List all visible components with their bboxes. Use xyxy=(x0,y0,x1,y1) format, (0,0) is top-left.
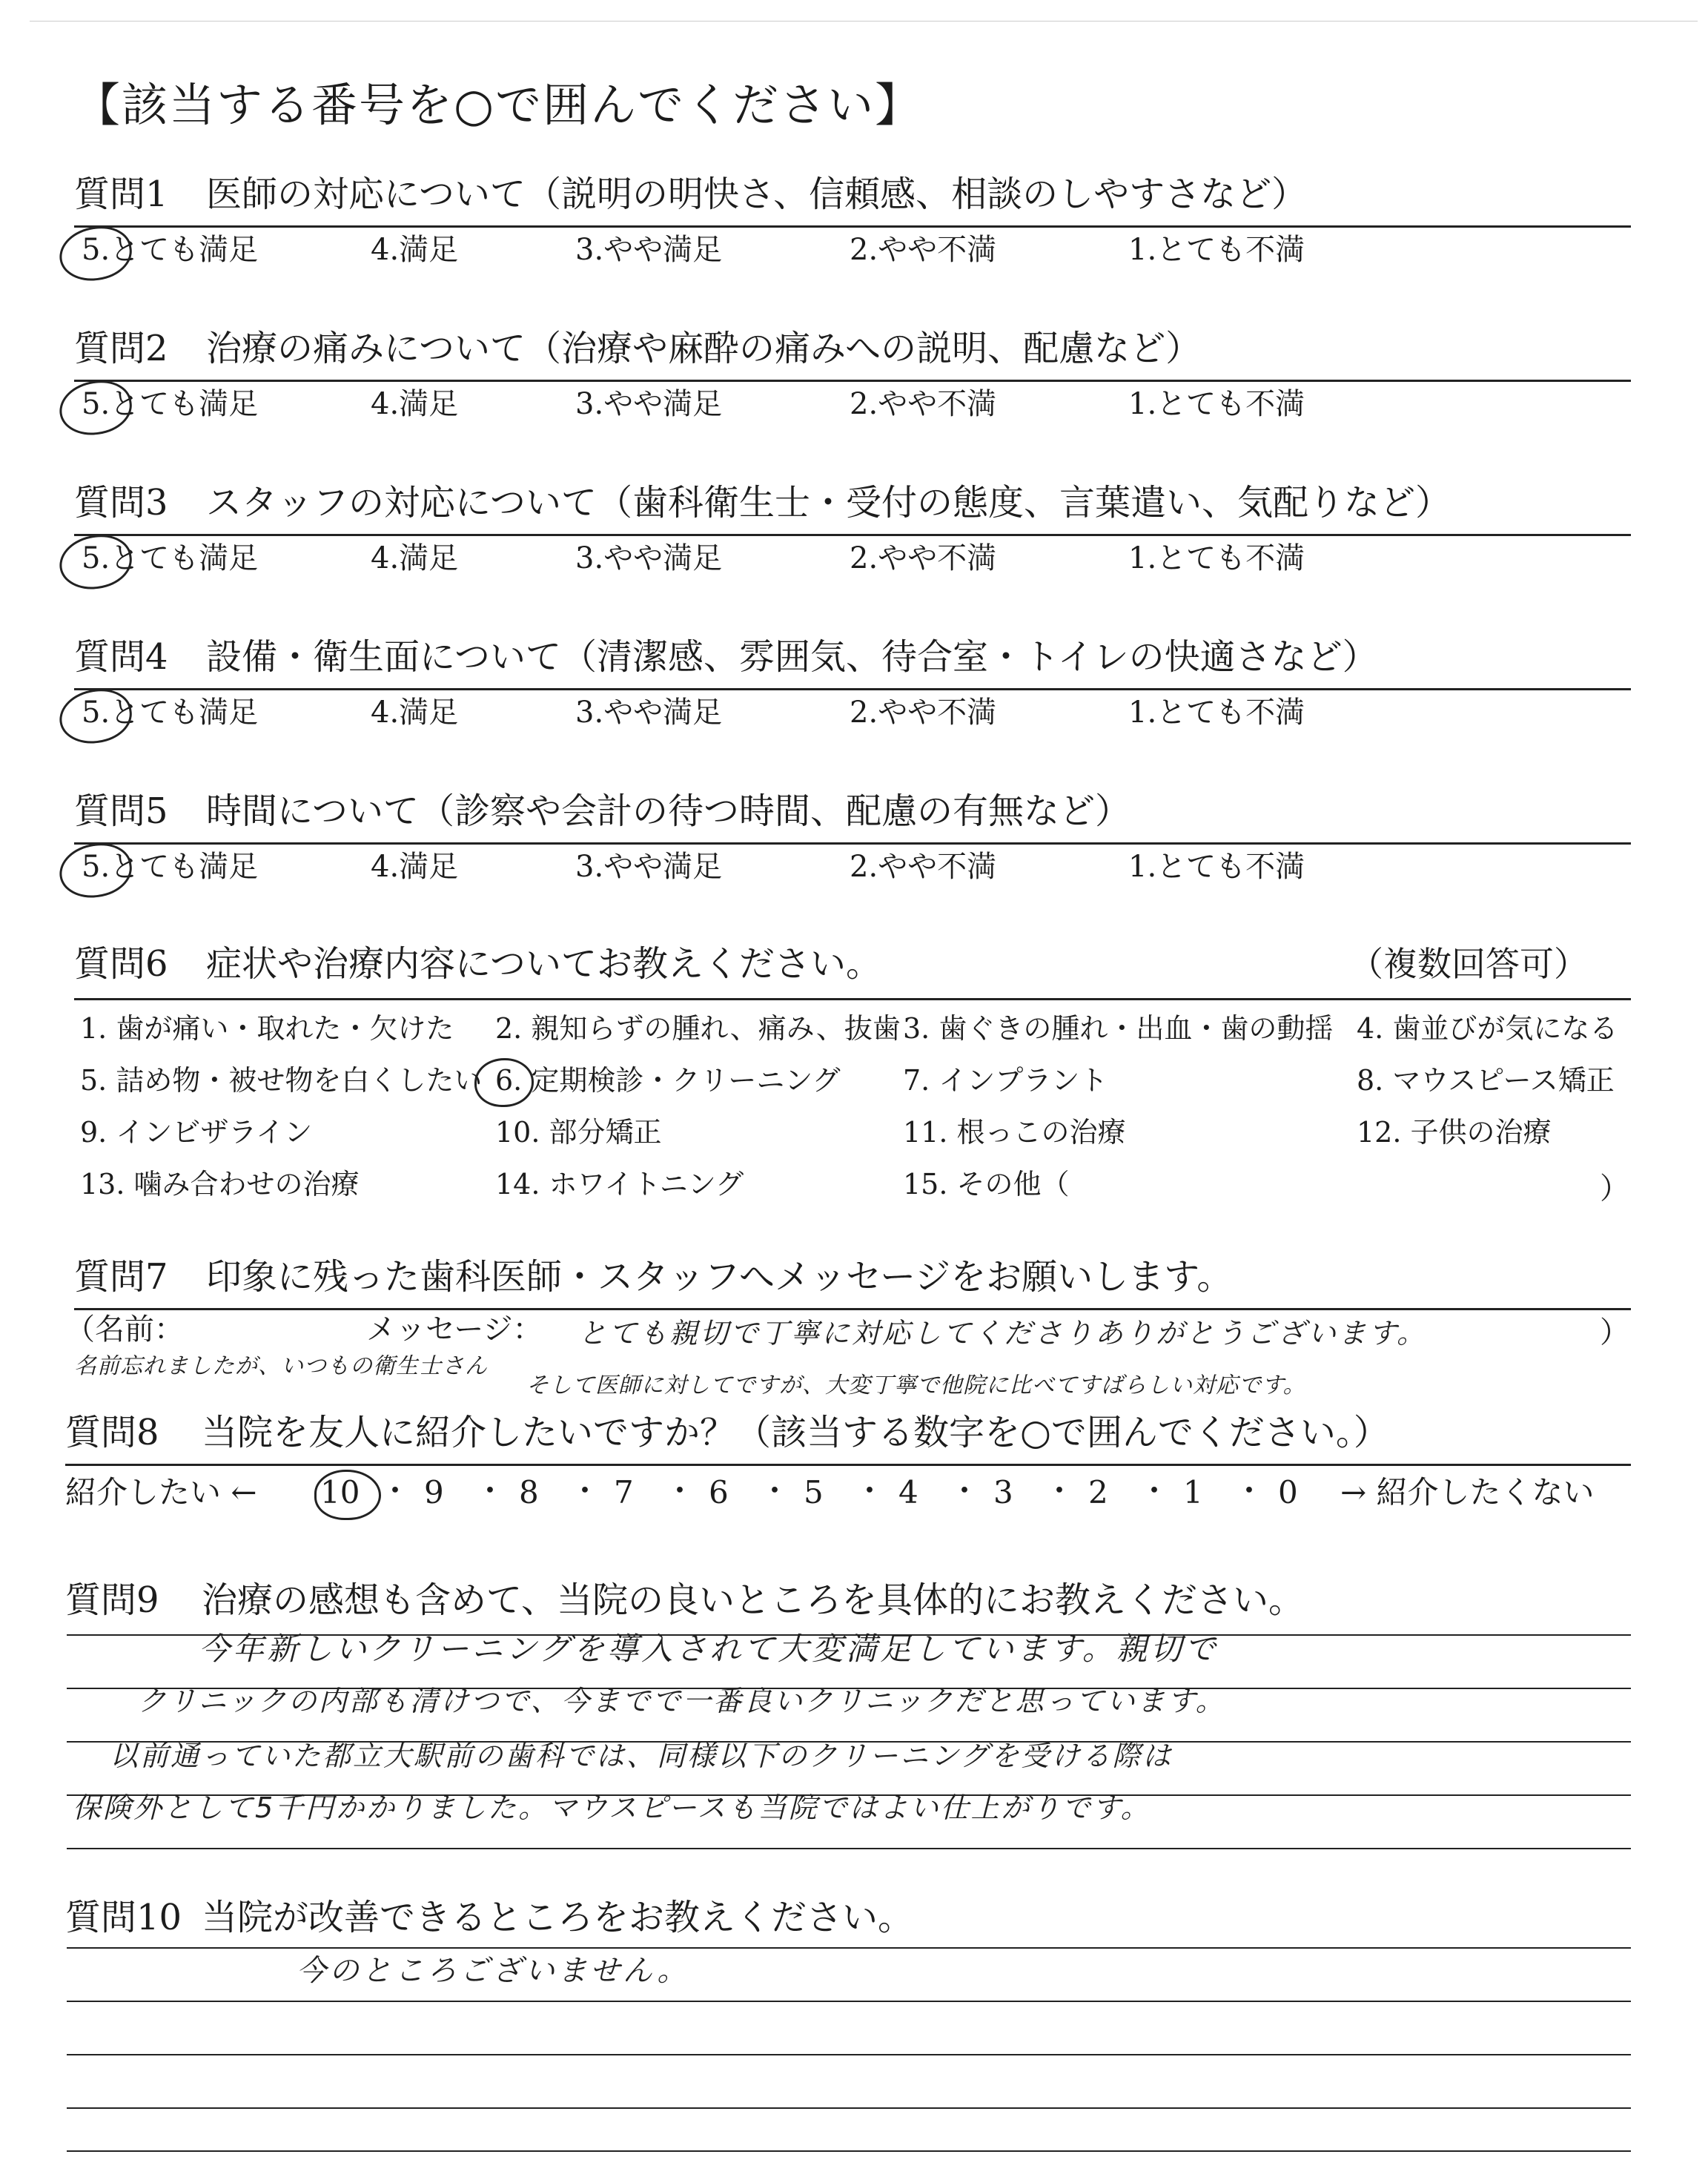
q9-answer-line-2: クリニックの内部も清けつで、今までで一番良いクリニックだと思っています。 xyxy=(138,1685,1226,1717)
q5-text: 時間について（診察や会計の待つ時間、配慮の有無など） xyxy=(206,790,1131,832)
q4-rule xyxy=(74,688,1631,690)
q2-option-4[interactable]: 4.満足 xyxy=(371,387,459,421)
q1-option-3[interactable]: 3.やや満足 xyxy=(575,233,723,267)
q8-scale-separator: ・ xyxy=(854,1473,886,1509)
q10-line-4 xyxy=(67,2107,1631,2109)
q8-scale-separator: ・ xyxy=(569,1473,601,1509)
q8-text: 当院を友人に紹介したいですか？（該当する数字を○で囲んでください。） xyxy=(202,1412,1389,1453)
q1-option-5[interactable]: 5.とても満足 xyxy=(82,233,259,267)
q10-answer-line-1: 今のところございません。 xyxy=(297,1954,690,1988)
q4-option-1[interactable]: 1.とても不満 xyxy=(1128,696,1305,730)
q8-label: 質問8 xyxy=(65,1412,159,1453)
q10-line-1 xyxy=(67,1947,1631,1949)
q5-rule xyxy=(74,842,1631,845)
q9-answer-line-1: 今年新しいクリーニングを導入されて大変満足しています。親切で xyxy=(199,1631,1219,1667)
q6-option-15[interactable]: 15. その他（ xyxy=(903,1168,1070,1200)
page-title: 【該当する番号を○で囲んでください】 xyxy=(74,78,923,132)
q8-scale-3[interactable]: 3 xyxy=(993,1474,1013,1510)
q8-scale-separator: ・ xyxy=(759,1473,791,1509)
q7-message-label: メッセージ： xyxy=(366,1312,543,1347)
q8-scale-4[interactable]: 4 xyxy=(898,1474,918,1510)
q3-option-5[interactable]: 5.とても満足 xyxy=(82,541,259,575)
q4-label: 質問4 xyxy=(74,636,168,678)
q1-option-4[interactable]: 4.満足 xyxy=(371,233,459,267)
q8-left-label: 紹介したい ← xyxy=(65,1474,257,1510)
q6-option-3[interactable]: 3. 歯ぐきの腫れ・出血・歯の動揺 xyxy=(903,1012,1334,1045)
q8-scale-8[interactable]: 8 xyxy=(519,1474,539,1510)
q2-option-2[interactable]: 2.やや不満 xyxy=(850,387,997,421)
q1-option-2[interactable]: 2.やや不満 xyxy=(850,233,997,267)
q9-answer-line-4: 保険外として5千円かかりました。マウスピースも当院ではよい仕上がりです。 xyxy=(73,1791,1151,1824)
q8-rule xyxy=(65,1464,1631,1466)
q2-option-3[interactable]: 3.やや満足 xyxy=(575,387,723,421)
q8-scale-10[interactable]: 10 xyxy=(320,1474,360,1510)
q8-scale-2[interactable]: 2 xyxy=(1088,1474,1108,1510)
q2-option-5[interactable]: 5.とても満足 xyxy=(82,387,259,421)
q5-option-5[interactable]: 5.とても満足 xyxy=(82,850,259,884)
q3-option-3[interactable]: 3.やや満足 xyxy=(575,541,723,575)
q5-option-2[interactable]: 2.やや不満 xyxy=(850,850,997,884)
q9-line-5 xyxy=(67,1848,1631,1849)
q1-option-1[interactable]: 1.とても不満 xyxy=(1128,233,1305,267)
q5-option-4[interactable]: 4.満足 xyxy=(371,850,459,884)
q8-scale-separator: ・ xyxy=(1234,1473,1265,1509)
q8-scale-5[interactable]: 5 xyxy=(804,1474,824,1510)
q4-option-2[interactable]: 2.やや不満 xyxy=(850,696,997,730)
q9-text: 治療の感想も含めて、当院の良いところを具体的にお教えください。 xyxy=(202,1579,1305,1621)
q6-other-close: ） xyxy=(1600,1172,1629,1206)
q7-handwritten-message-1: とても親切で丁寧に対応してくださりありがとうございます。 xyxy=(578,1317,1427,1350)
q6-option-6[interactable]: 6. 定期検診・クリーニング xyxy=(495,1064,841,1097)
q6-rule xyxy=(74,998,1631,1000)
q3-option-4[interactable]: 4.満足 xyxy=(371,541,459,575)
scan-edge xyxy=(30,21,1698,22)
q9-label: 質問9 xyxy=(65,1579,159,1621)
q3-label: 質問3 xyxy=(74,482,168,524)
q6-option-1[interactable]: 1. 歯が痛い・取れた・欠けた xyxy=(80,1012,454,1045)
q8-scale-separator: ・ xyxy=(380,1473,411,1509)
q2-rule xyxy=(74,380,1631,382)
q6-option-7[interactable]: 7. インプラント xyxy=(903,1064,1108,1097)
q6-option-14[interactable]: 14. ホワイトニング xyxy=(495,1168,744,1200)
q2-text: 治療の痛みについて（治療や麻酔の痛みへの説明、配慮など） xyxy=(206,328,1202,369)
q8-scale-separator: ・ xyxy=(474,1473,506,1509)
q8-scale-separator: ・ xyxy=(664,1473,696,1509)
q1-text: 医師の対応について（説明の明快さ、信頼感、相談のしやすさなど） xyxy=(206,174,1308,215)
q10-text: 当院が改善できるところをお教えください。 xyxy=(202,1897,914,1938)
q8-scale-0[interactable]: 0 xyxy=(1278,1474,1298,1510)
q8-scale-separator: ・ xyxy=(949,1473,981,1509)
q7-text: 印象に残った歯科医師・スタッフへメッセージをお願いします。 xyxy=(206,1256,1233,1298)
q5-option-1[interactable]: 1.とても不満 xyxy=(1128,850,1305,884)
q10-label: 質問10 xyxy=(65,1897,182,1938)
q7-label: 質問7 xyxy=(74,1256,168,1298)
q7-rule xyxy=(74,1308,1631,1310)
q6-option-12[interactable]: 12. 子供の治療 xyxy=(1357,1116,1552,1149)
q6-text: 症状や治療内容についてお教えください。 xyxy=(206,943,882,985)
q2-label: 質問2 xyxy=(74,328,168,369)
q6-option-2[interactable]: 2. 親知らずの腫れ、痛み、抜歯 xyxy=(495,1012,901,1045)
q9-answer-line-3: 以前通っていた都立大駅前の歯科では、同様以下のクリーニングを受ける際は xyxy=(110,1740,1174,1772)
q10-line-5 xyxy=(67,2150,1631,2152)
q6-option-4[interactable]: 4. 歯並びが気になる xyxy=(1357,1012,1618,1045)
q6-note: （複数回答可） xyxy=(1349,944,1588,984)
q8-scale-9[interactable]: 9 xyxy=(424,1474,444,1510)
q7-close-paren: ） xyxy=(1600,1315,1629,1350)
q6-label: 質問6 xyxy=(74,943,168,985)
q6-option-11[interactable]: 11. 根っこの治療 xyxy=(903,1116,1126,1149)
q8-scale-separator: ・ xyxy=(1139,1473,1171,1509)
q8-scale-7[interactable]: 7 xyxy=(614,1474,634,1510)
q5-label: 質問5 xyxy=(74,790,168,832)
q6-option-9[interactable]: 9. インビザライン xyxy=(80,1116,313,1149)
q6-option-13[interactable]: 13. 噛み合わせの治療 xyxy=(80,1168,360,1200)
q4-option-5[interactable]: 5.とても満足 xyxy=(82,696,259,730)
q1-rule xyxy=(74,225,1631,228)
q1-label: 質問1 xyxy=(74,174,168,215)
q3-option-1[interactable]: 1.とても不満 xyxy=(1128,541,1305,575)
q8-scale-6[interactable]: 6 xyxy=(709,1474,729,1510)
q3-option-2[interactable]: 2.やや不満 xyxy=(850,541,997,575)
q4-text: 設備・衛生面について（清潔感、雰囲気、待合室・トイレの快適さなど） xyxy=(206,636,1378,678)
q7-name-label: （名前： xyxy=(65,1312,184,1347)
q8-scale-separator: ・ xyxy=(1044,1473,1076,1509)
q4-option-4[interactable]: 4.満足 xyxy=(371,696,459,730)
q3-rule xyxy=(74,534,1631,536)
q4-option-3[interactable]: 3.やや満足 xyxy=(575,696,723,730)
q7-handwritten-message-2: そして医師に対してですが、大変丁寧で他院に比べてすばらしい対応です。 xyxy=(526,1373,1306,1398)
q10-line-3 xyxy=(67,2054,1631,2055)
q6-option-8[interactable]: 8. マウスピース矯正 xyxy=(1357,1064,1615,1097)
q2-option-1[interactable]: 1.とても不満 xyxy=(1128,387,1305,421)
q5-option-3[interactable]: 3.やや満足 xyxy=(575,850,723,884)
q6-option-10[interactable]: 10. 部分矯正 xyxy=(495,1116,662,1149)
q8-scale-1[interactable]: 1 xyxy=(1183,1474,1203,1510)
q6-option-5[interactable]: 5. 詰め物・被せ物を白くしたい xyxy=(80,1064,483,1097)
q3-text: スタッフの対応について（歯科衛生士・受付の態度、言葉遣い、気配りなど） xyxy=(206,482,1452,524)
q10-line-2 xyxy=(67,2001,1631,2002)
q7-handwritten-name: 名前忘れましたが、いつもの衛生士さん xyxy=(74,1353,488,1379)
q8-right-label: → 紹介したくない xyxy=(1340,1474,1595,1510)
